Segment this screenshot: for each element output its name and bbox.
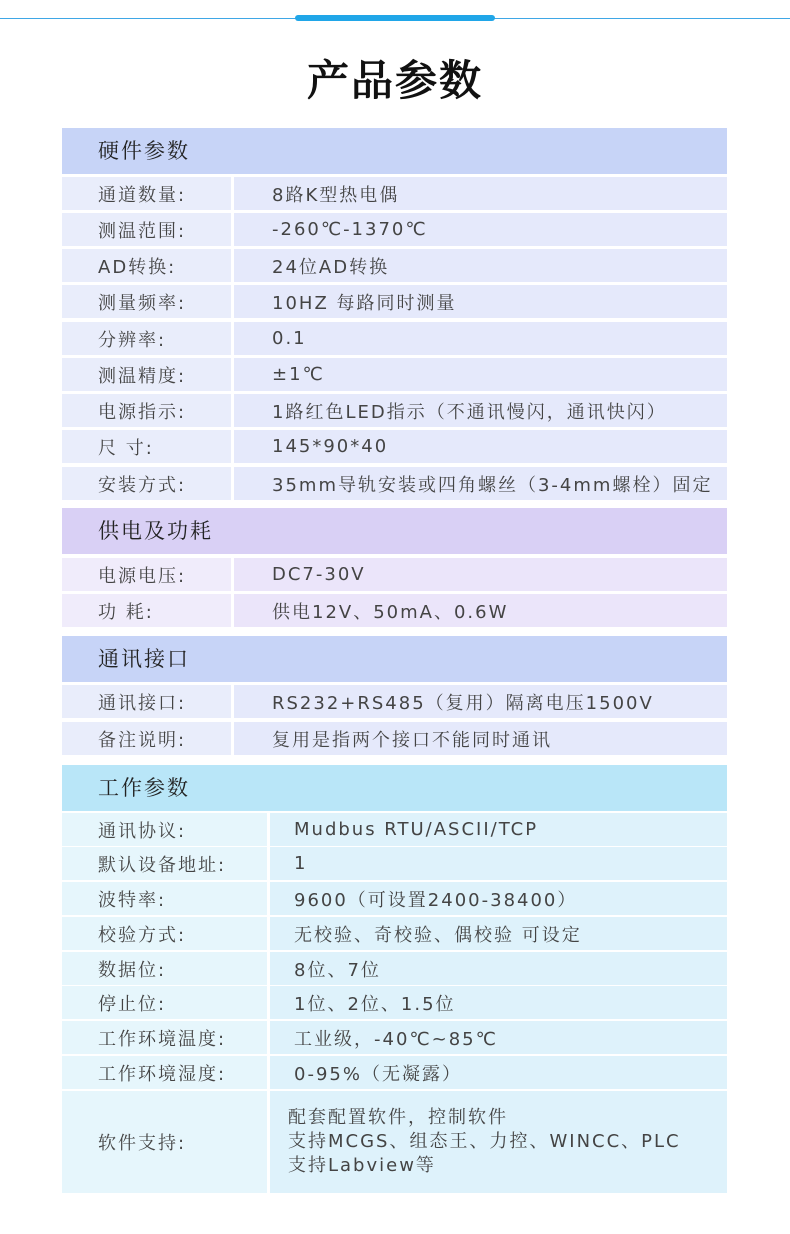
row-label: 默认设备地址: (62, 847, 267, 880)
table-row (62, 847, 727, 880)
table-row (62, 952, 727, 985)
table-row (62, 358, 727, 391)
table-row (62, 558, 727, 591)
row-value: 1路红色LED指示（不通讯慢闪，通讯快闪） (234, 394, 727, 427)
row-value: ±1℃ (234, 358, 727, 391)
row-value: 无校验、奇校验、偶校验 可设定 (270, 917, 727, 950)
row-label: 备注说明: (62, 722, 231, 755)
table-row (62, 177, 727, 210)
table-row (62, 249, 727, 282)
table-row (62, 1021, 727, 1054)
row-label: 电源指示: (62, 394, 231, 427)
row-label: 数据位: (62, 952, 267, 985)
table-row (62, 285, 727, 318)
table-row (62, 1056, 727, 1089)
section-header-working: 工作参数 (62, 765, 727, 811)
row-value: RS232+RS485（复用）隔离电压1500V (234, 685, 727, 718)
row-value: 10HZ 每路同时测量 (234, 285, 727, 318)
table-row (62, 213, 727, 246)
table-row (62, 1091, 727, 1193)
table-row (62, 467, 727, 500)
table-row (62, 394, 727, 427)
table-row (62, 986, 727, 1019)
row-label: 分辨率: (62, 322, 231, 355)
row-value: 复用是指两个接口不能同时通讯 (234, 722, 727, 755)
table-row (62, 594, 727, 627)
row-value: 1 (270, 847, 727, 880)
row-value: -260℃-1370℃ (234, 213, 727, 246)
row-label: 电源电压: (62, 558, 231, 591)
table-row (62, 322, 727, 355)
row-value: 工业级，-40℃~85℃ (270, 1021, 727, 1054)
row-value-line: 支持Labview等 (288, 1155, 436, 1176)
row-value: 0-95%（无凝露） (270, 1056, 727, 1089)
row-label: 通讯接口: (62, 685, 231, 718)
row-value: 9600（可设置2400-38400） (270, 882, 727, 915)
row-label: 波特率: (62, 882, 267, 915)
row-value: DC7-30V (234, 558, 727, 591)
top-accent-bar (295, 15, 495, 21)
row-value-line: 支持MCGS、组态王、力控、WINCC、PLC (288, 1131, 681, 1152)
row-value: 1位、2位、1.5位 (270, 986, 727, 1019)
row-label: 测温精度: (62, 358, 231, 391)
section-header-interface: 通讯接口 (62, 636, 727, 682)
row-value: 24位AD转换 (234, 249, 727, 282)
row-value: 8路K型热电偶 (234, 177, 727, 210)
row-label: AD转换: (62, 249, 231, 282)
table-row (62, 813, 727, 846)
page-title: 产品参数 (306, 56, 483, 105)
row-label: 校验方式: (62, 917, 267, 950)
row-label: 测量频率: (62, 285, 231, 318)
table-row (62, 882, 727, 915)
row-value: 供电12V、50mA、0.6W (234, 594, 727, 627)
row-value: 0.1 (234, 322, 727, 355)
row-label: 停止位: (62, 986, 267, 1019)
row-label: 测温范围: (62, 213, 231, 246)
section-header-power: 供电及功耗 (62, 508, 727, 554)
table-row (62, 722, 727, 755)
row-label: 尺 寸: (62, 430, 231, 463)
row-value-multiline (270, 1091, 727, 1193)
row-value: 8位、7位 (270, 952, 727, 985)
row-label: 工作环境温度: (62, 1021, 267, 1054)
table-row (62, 685, 727, 718)
row-label: 通道数量: (62, 177, 231, 210)
table-row (62, 430, 727, 463)
row-label: 软件支持: (62, 1091, 267, 1193)
row-value: Mudbus RTU/ASCII/TCP (270, 813, 727, 846)
section-header-hardware: 硬件参数 (62, 128, 727, 174)
row-label: 通讯协议: (62, 813, 267, 846)
row-label: 工作环境湿度: (62, 1056, 267, 1089)
row-label: 安装方式: (62, 467, 231, 500)
table-row (62, 917, 727, 950)
row-value: 145*90*40 (234, 430, 727, 463)
row-value-line: 配套配置软件，控制软件 (288, 1107, 508, 1128)
row-value: 35mm导轨安装或四角螺丝（3-4mm螺栓）固定 (234, 467, 727, 500)
row-label: 功 耗: (62, 594, 231, 627)
